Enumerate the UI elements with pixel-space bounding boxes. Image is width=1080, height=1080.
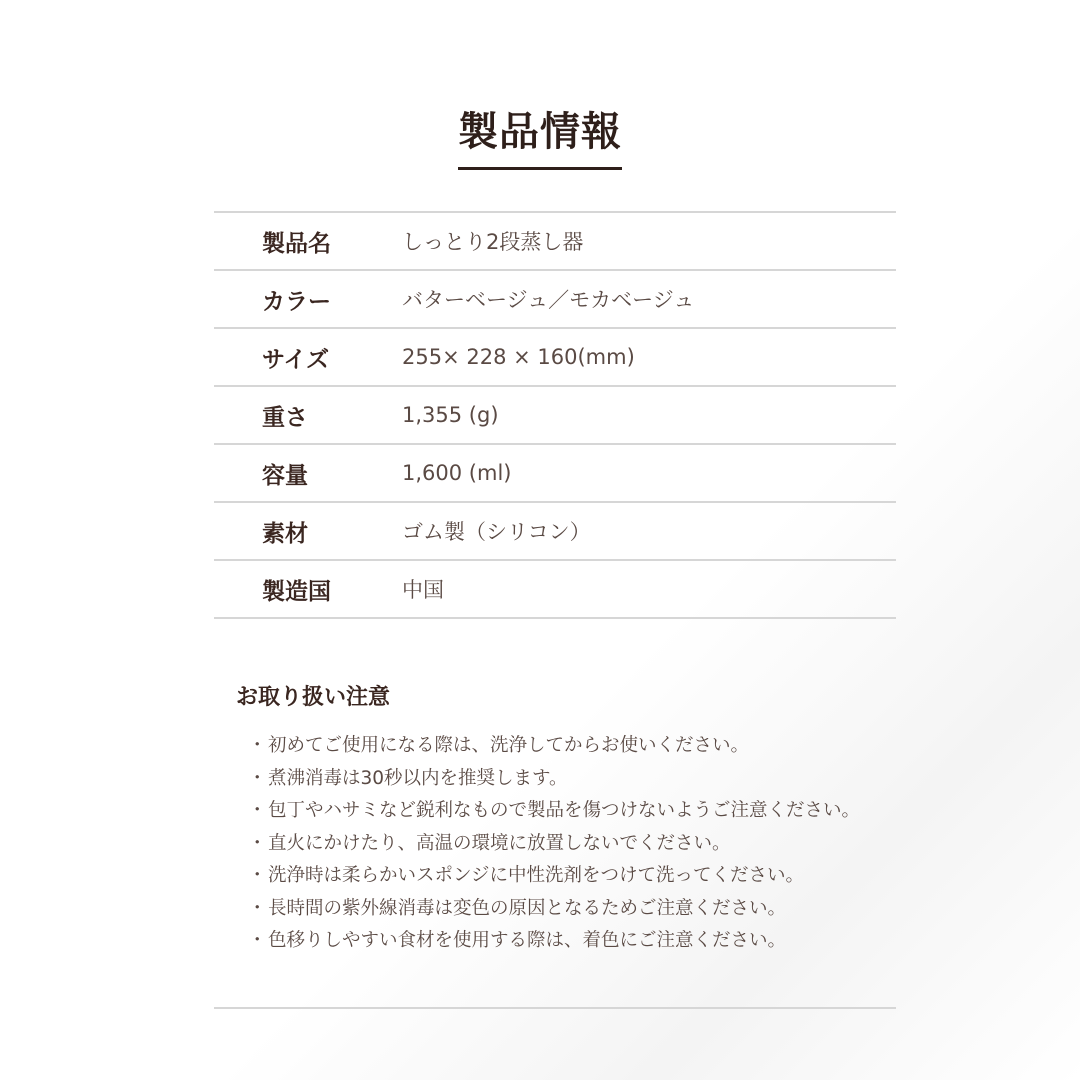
spec-label: 容量: [262, 462, 308, 489]
spec-label: 製品名: [262, 230, 331, 257]
spec-value: 中国: [402, 578, 444, 602]
spec-value: バターベージュ／モカベージュ: [402, 288, 695, 312]
care-list-item: [248, 730, 860, 763]
spec-row-weight: [214, 387, 896, 445]
spec-row-color: [214, 271, 896, 329]
bottom-divider: [214, 1007, 896, 1009]
spec-table: [214, 211, 896, 619]
bullet: ・: [248, 800, 267, 821]
care-list-item: [248, 893, 860, 926]
bullet: ・: [248, 897, 267, 919]
care-list-item: [248, 795, 860, 828]
care-list: [248, 730, 860, 958]
care-list-item: [248, 860, 860, 893]
spec-row-material: [214, 503, 896, 561]
spec-label: 重さ: [262, 404, 308, 431]
spec-row-country: [214, 561, 896, 619]
spec-value: 255× 228 × 160(mm): [402, 345, 635, 369]
spec-value: 1,600 (ml): [402, 461, 512, 485]
bullet: ・: [248, 832, 267, 854]
spec-value: 1,355 (g): [402, 403, 499, 427]
care-text: 包丁やハサミなど鋭利なもので製品を傷つけないようご注意ください。: [268, 800, 861, 821]
care-list-item: [248, 763, 860, 796]
page-title: 製品情報: [458, 100, 622, 170]
spec-label: 素材: [262, 520, 308, 547]
spec-value: しっとり2段蒸し器: [402, 230, 584, 254]
care-text: 直火にかけたり、高温の環境に放置しないでください。: [268, 832, 731, 854]
spec-value: ゴム製（シリコン）: [402, 520, 591, 544]
care-list-item: [248, 925, 860, 958]
spec-row-product-name: [214, 213, 896, 271]
care-list-item: [248, 828, 860, 861]
bullet: ・: [248, 865, 267, 886]
bullet: ・: [248, 930, 267, 951]
bullet: ・: [248, 767, 267, 789]
page-title-wrapper: [0, 100, 1080, 170]
care-section-title: お取り扱い注意: [236, 685, 391, 710]
care-text: 長時間の紫外線消毒は変色の原因となるためご注意ください。: [268, 897, 787, 919]
care-text: 色移りしやすい食材を使用する際は、着色にご注意ください。: [268, 930, 787, 951]
care-text: 煮沸消毒は30秒以内を推奨します。: [268, 767, 568, 789]
spec-row-size: [214, 329, 896, 387]
care-text: 洗浄時は柔らかいスポンジに中性洗剤をつけて洗ってください。: [268, 865, 805, 886]
spec-row-capacity: [214, 445, 896, 503]
spec-label: サイズ: [262, 346, 330, 373]
care-text: 初めてご使用になる際は、洗浄してからお使いください。: [268, 735, 750, 756]
bullet: ・: [248, 735, 267, 756]
spec-label: 製造国: [262, 578, 331, 605]
spec-label: カラー: [262, 288, 331, 315]
